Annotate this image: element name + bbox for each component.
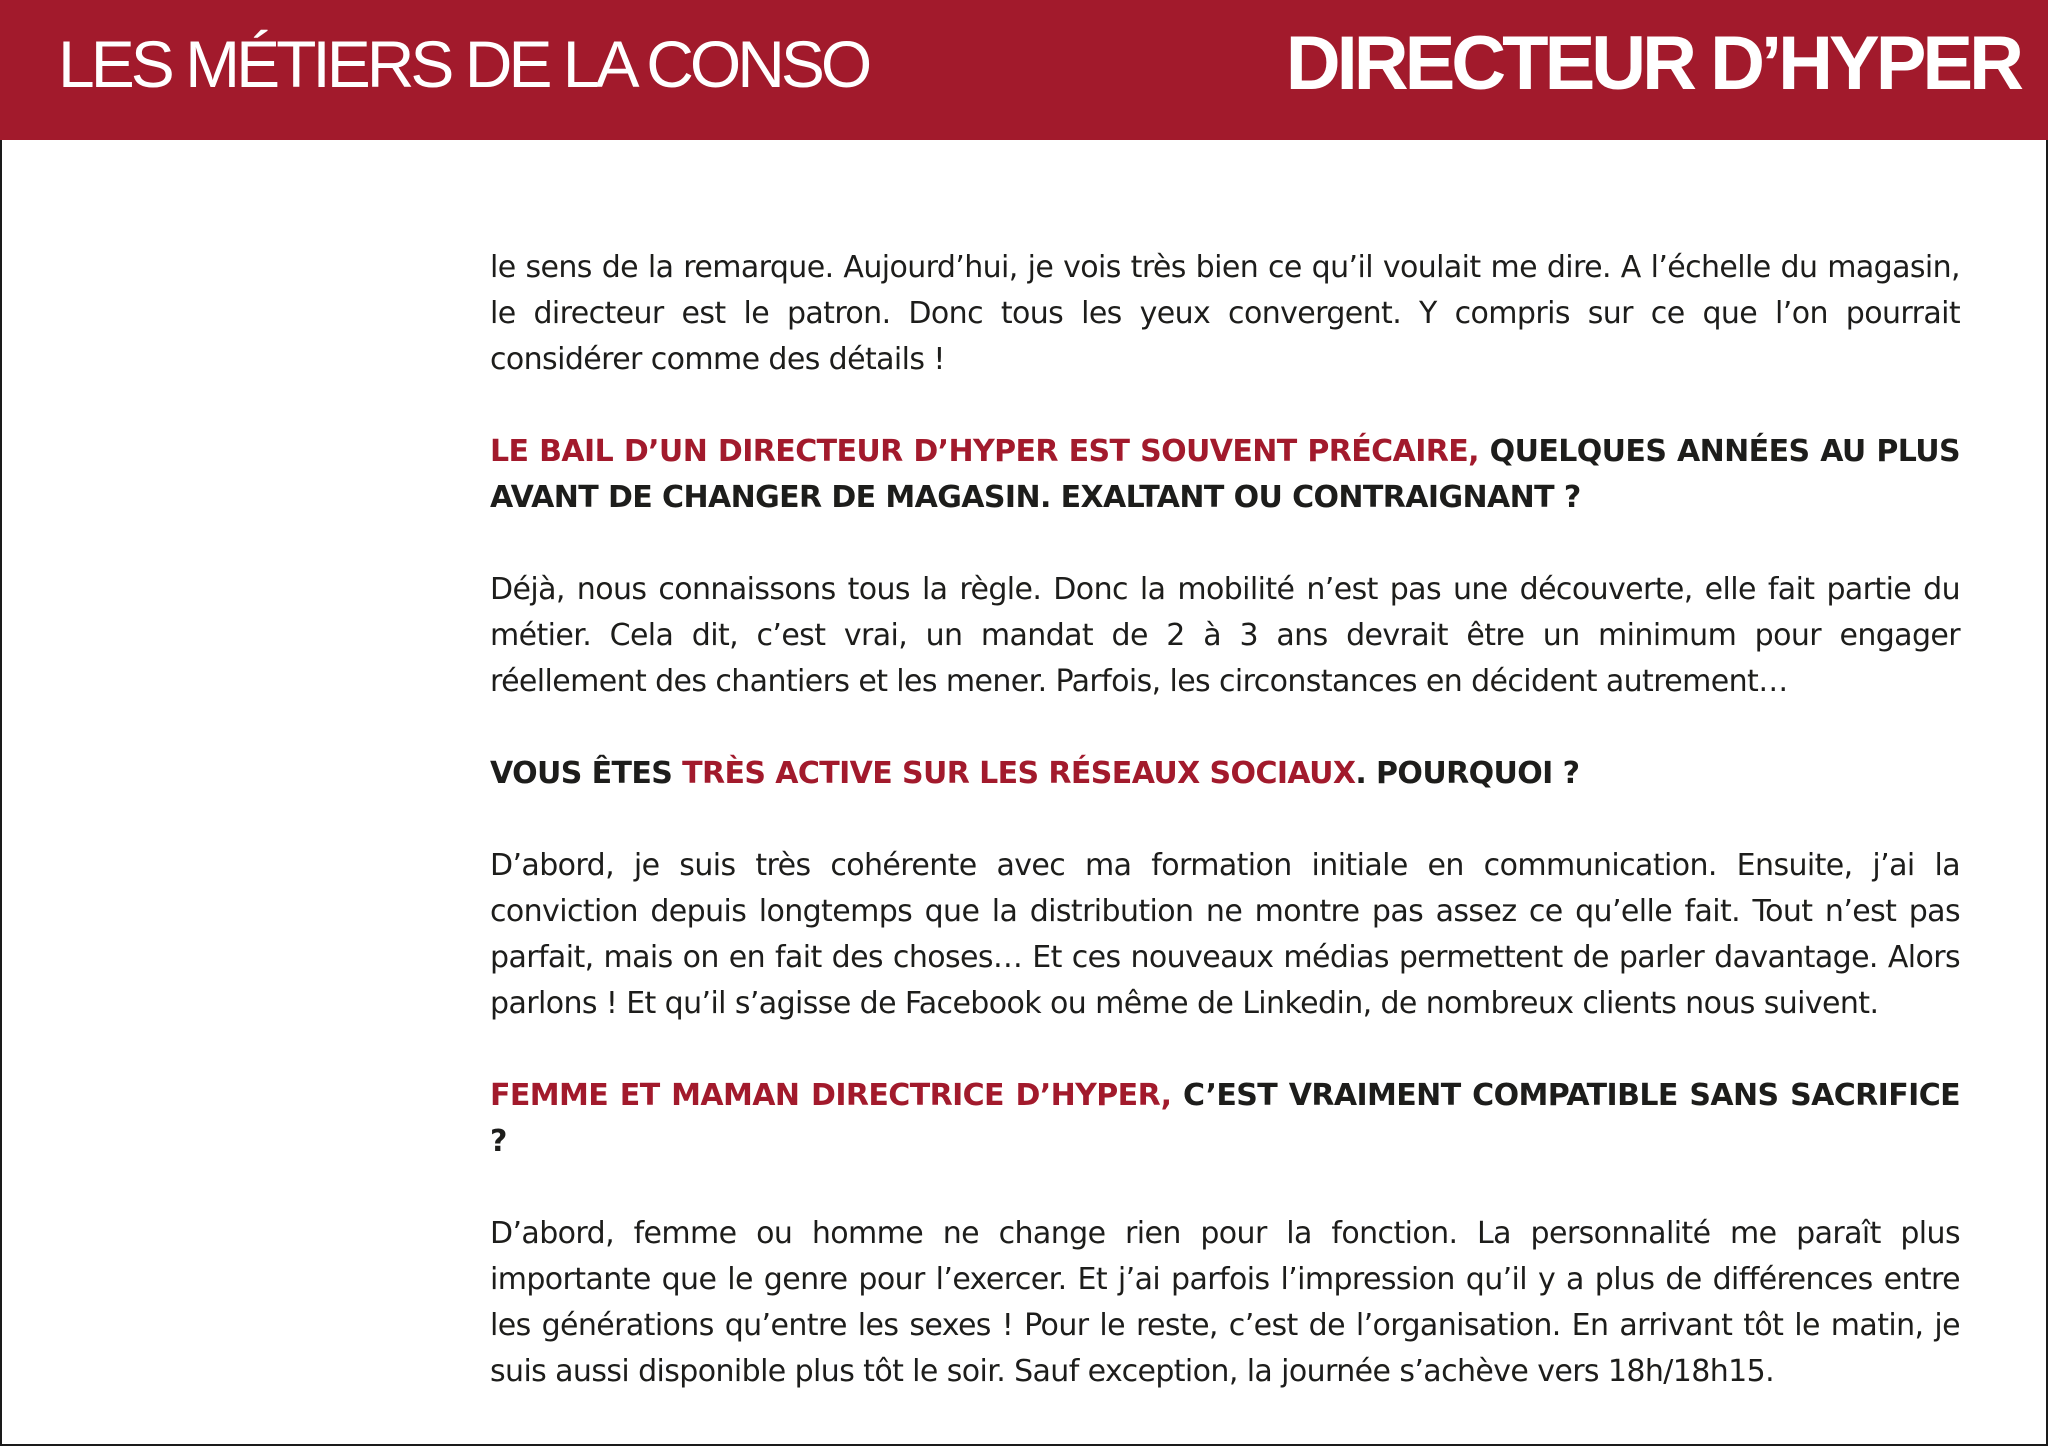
question-3 <box>490 1073 1960 1165</box>
article-body <box>490 245 1960 1395</box>
question-1-rest: QUELQUES ANNÉES AU PLUS AVANT DE CHANGER DE MAGASIN. EXALTANT OU CONTRAIGNANT ? <box>490 434 1960 515</box>
question-2-highlight: TRÈS ACTIVE SUR LES RÉSEAUX SOCIAUX <box>682 756 1356 791</box>
spacer <box>490 1165 1960 1211</box>
spacer <box>490 383 1960 429</box>
spacer <box>490 1027 1960 1073</box>
spacer <box>490 705 1960 751</box>
paragraph-4: D’abord, femme ou homme ne change rien pour la fonction. La personnalité me paraît plus importante que le genre pour l’exercer. Et j’ai parfois l’impression qu’il y a plus de différences entre les générations qu’entre les sexes ! Pour le reste, c’est de l’organisation. En arrivant tôt le matin, je suis aussi disponible plus tôt le soir. Sauf exception, la journée s’achève vers 18h/18h15. <box>490 1216 1960 1389</box>
question-3-highlight: FEMME ET MAMAN DIRECTRICE D’HYPER, <box>490 1078 1172 1113</box>
question-1-highlight: LE BAIL D’UN DIRECTEUR D’HYPER EST SOUVENT PRÉCAIRE, <box>490 434 1479 469</box>
question-3-rest: C’EST VRAIMENT COMPATIBLE SANS SACRIFICE ? <box>490 1078 1960 1159</box>
spacer <box>490 521 1960 567</box>
spacer <box>490 797 1960 843</box>
page-header <box>0 0 2048 140</box>
paragraph-3: D’abord, je suis très cohérente avec ma formation initiale en communication. Ensuite, j’ai la conviction depuis longtemps que la distribution ne montre pas assez ce qu’elle fait. Tout n’est pas parfait, mais on en fait des choses… Et ces nouveaux médias permettent de parler davantage. Alors parlons ! Et qu’il s’agisse de Facebook ou même de Linkedin, de nombreux clients nous suivent. <box>490 848 1960 1021</box>
question-2-end: . POURQUOI ? <box>1355 756 1580 791</box>
question-1 <box>490 429 1960 521</box>
question-2-start: VOUS ÊTES <box>490 756 683 791</box>
paragraph-1: le sens de la remarque. Aujourd’hui, je vois très bien ce qu’il voulait me dire. A l’échelle du magasin, le directeur est le patron. Donc tous les yeux convergent. Y compris sur ce que l’on pourrait considérer comme des détails ! <box>490 250 1960 377</box>
page-title: DIRECTEUR D’HYPER <box>1285 21 2020 106</box>
paragraph-2: Déjà, nous connaissons tous la règle. Donc la mobilité n’est pas une découverte, elle fait partie du métier. Cela dit, c’est vrai, un mandat de 2 à 3 ans devrait être un minimum pour engager réellement des chantiers et les mener. Parfois, les circonstances en décident autrement… <box>490 572 1960 699</box>
section-rubric: LES MÉTIERS DE LA CONSO <box>58 27 869 101</box>
question-2 <box>490 751 1960 797</box>
